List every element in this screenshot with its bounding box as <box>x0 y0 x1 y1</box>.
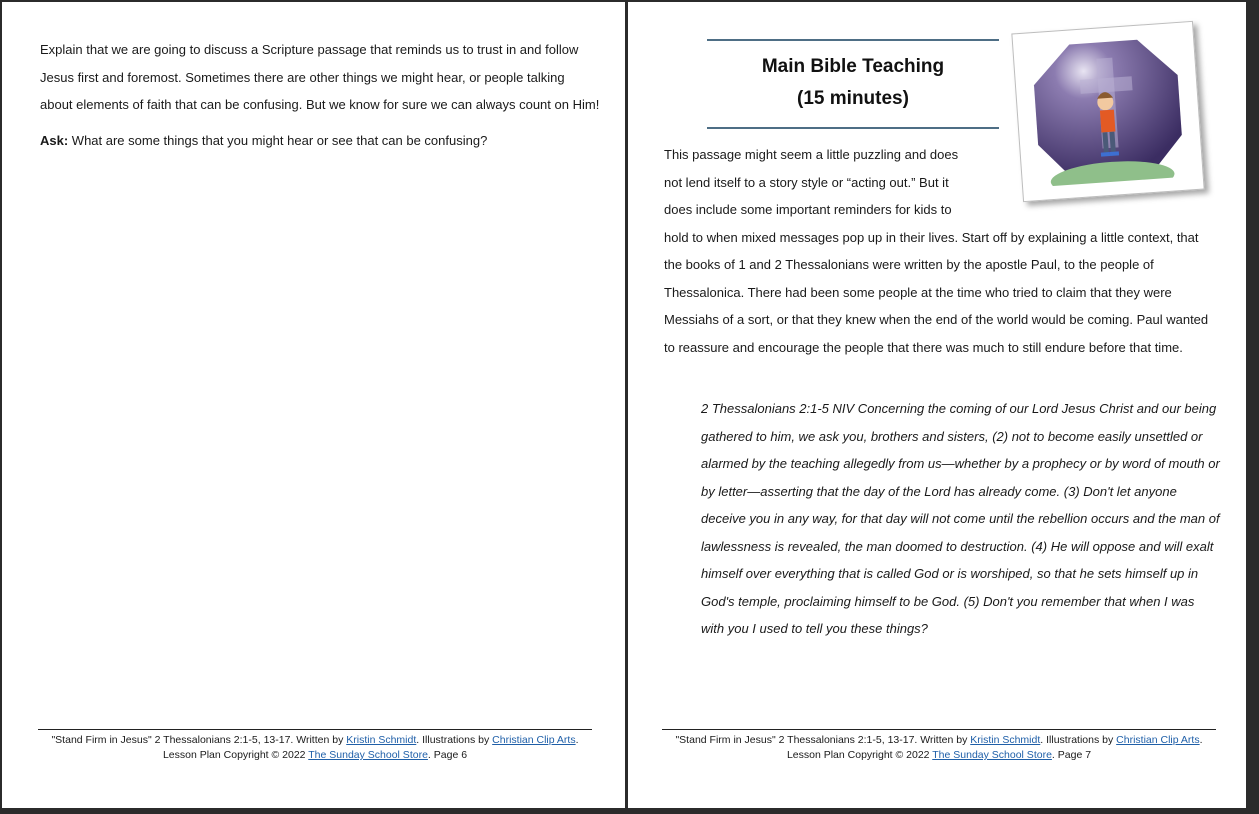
intro-line: not lend itself to a story style or “acting out.” But it <box>664 174 949 190</box>
page-7 <box>628 2 1246 808</box>
footer-text: . Illustrations by <box>1040 734 1117 746</box>
page-footer <box>38 729 592 763</box>
page-footer <box>662 729 1216 763</box>
ask-question: What are some things that you might hear or see that can be confusing? <box>68 132 488 148</box>
footer-text: . Lesson Plan Copyright © 2022 <box>786 734 1203 761</box>
footer-text: "Stand Firm in Jesus" 2 Thessalonians 2:1-5, 13-17. Written by <box>675 734 971 746</box>
scripture-passage: 2 Thessalonians 2:1-5 NIV Concerning the coming of our Lord Jesus Christ and our being gathered to him, we ask you, brothers and sisters, (2) not to become easily unsettled or alarmed by the teaching allegedly from us—whether by a prophecy or by word of mouth or by letter—asserting that the day of the Lord has already come. (3) Don't let anyone deceive you in any way, for that day will not come until the rebellion occurs and the man of lawlessness is revealed, the man doomed to destruction. (4) He will oppose and will exalt himself over everything that is called God or is worshiped, so that he sets himself up in God's temple, proclaiming himself to be God. (5) Don't you remember that when I was with you I used to tell you these things? <box>701 401 1220 636</box>
heading-duration: (15 minutes) <box>797 88 909 109</box>
ask-paragraph <box>40 127 600 155</box>
intro-line: does include some important reminders for kids to <box>664 202 952 217</box>
ask-label: Ask: <box>40 132 69 148</box>
intro-paragraph: Explain that we are going to discuss a Scripture passage that reminds us to trust in and follow Jesus first and foremost. Sometimes there are other things we might hear, or people talking about elements of faith that can be confusing. But we know for sure we can always count on Him! <box>40 42 600 112</box>
footer-text: "Stand Firm in Jesus" 2 Thessalonians 2:1-5, 13-17. Written by <box>51 734 347 746</box>
store-link[interactable]: The Sunday School Store <box>308 749 428 761</box>
intro-paragraph: hold to when mixed messages pop up in their lives. Start off by explaining a little context, that the books of 1 and 2 Thessalonians were written by the apostle Paul, to the people of Thessalonica. There had been some people at the time who tried to claim that they were Messiahs of a sort, or that they knew when the end of the world would be coming. Paul wanted to reassure and encourage the people that there was much to still endure before that time. <box>664 229 1209 355</box>
intro-text <box>664 141 1216 361</box>
page-number: . Page 6 <box>427 749 468 761</box>
left-body <box>40 36 600 154</box>
footer-text: . Lesson Plan Copyright © 2022 <box>162 734 579 761</box>
author-link[interactable]: Kristin Schmidt <box>970 734 1041 746</box>
illustrator-link[interactable]: Christian Clip Arts <box>1116 734 1200 746</box>
store-link[interactable]: The Sunday School Store <box>932 749 1052 761</box>
heading-title: Main Bible Teaching <box>761 56 945 77</box>
illustrator-link[interactable]: Christian Clip Arts <box>492 734 576 746</box>
section-heading <box>707 39 999 129</box>
intro-line: This passage might seem a little puzzling and does <box>664 147 959 162</box>
page-6 <box>2 2 625 808</box>
page-number: . Page 7 <box>1051 749 1092 761</box>
footer-text: . Illustrations by <box>416 734 493 746</box>
author-link[interactable]: Kristin Schmidt <box>346 734 417 746</box>
